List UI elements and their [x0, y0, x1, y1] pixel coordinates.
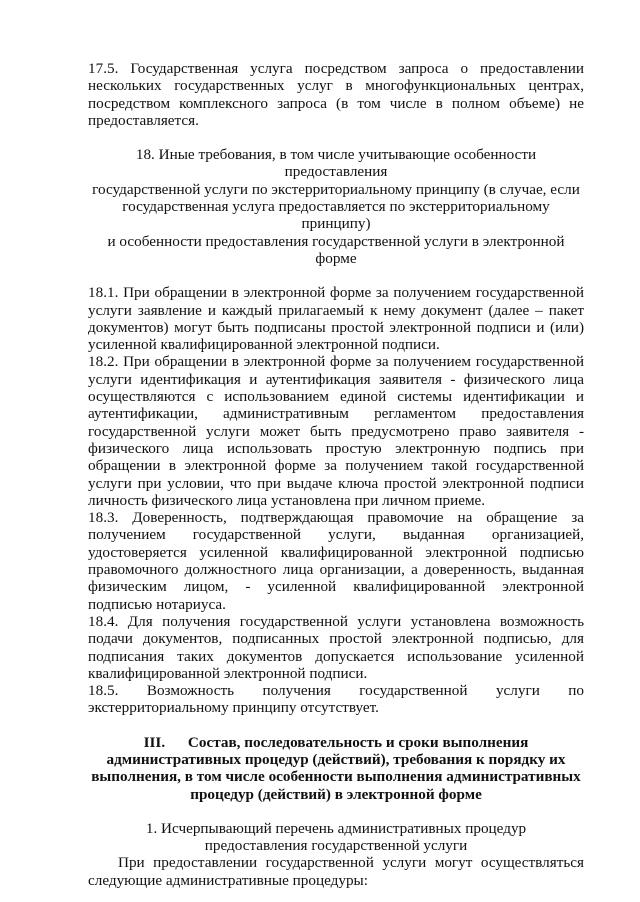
heading-18 [88, 146, 584, 267]
paragraph-18-3: 18.3. Доверенность, подтверждающая правомочие на обращение за получением государственной услуги, выданная организацией, удостоверяется усиленной квалифицированной электронной подписью правомочного должностного лица организации, а доверенность, выданная физическим лицом, - усиленной квалифицированной электронной подписью нотариуса. [88, 509, 584, 613]
subsection-1-heading-line: 1. Исчерпывающий перечень административных процедур [145, 819, 527, 837]
paragraph-18-5: 18.5. Возможность получения государственной услуги по экстерриториальному принципу отсутствует. [88, 682, 584, 717]
paragraph-18-4: 18.4. Для получения государственной услуги установлена возможность подачи документов, подписанных простой электронной подписью, для подписания таких документов допускается использование усиленной квалифицированной электронной подписи. [88, 612, 584, 682]
section-3-heading-line: административных процедур (действий), требования к порядку их [106, 750, 566, 768]
section-3-heading [88, 734, 584, 803]
section-3-heading-line: выполнения, в том числе особенности выполнения административных [91, 768, 581, 786]
document-page [88, 60, 584, 889]
paragraph-18-2: 18.2. При обращении в электронной форме за получением государственной услуги идентификация и аутентификация заявителя - физического лица осуществляются с использованием единой системы идентификации и аутентификации, административным регламентом предоставления государственной услуги может быть предусмотрено право заявителя - физического лица использовать простую электронную подпись при обращении в электронной форме за получением такой государственной услуги при условии, что при выдаче ключа простой электронной подписи личность физического лица установлена при личном приеме. [88, 353, 584, 509]
heading-18-line: и особенности предоставления государственной услуги в электронной форме [107, 232, 565, 267]
subsection-1-heading [88, 820, 584, 855]
spacer [88, 803, 584, 820]
paragraph-18-1: 18.1. При обращении в электронной форме за получением государственной услуги заявление и каждый прилагаемый к нему документ (далее – пакет документов) могут быть подписаны простой электронной подписи и (или) усиленной квалифицированной электронной подписи. [88, 284, 584, 354]
paragraph-17-5: 17.5. Государственная услуга посредством запроса о предоставлении нескольких государственных услуг в многофункциональных центрах, посредством комплексного запроса (в том числе в полном объеме) не предоставляется. [88, 60, 584, 129]
heading-18-line: 18. Иные требования, в том числе учитывающие особенности предоставления [135, 146, 537, 181]
heading-18-line: государственной услуги по экстерриториальному принципу (в случае, если [92, 180, 580, 198]
spacer [88, 717, 584, 734]
section-3-heading-line: III. Состав, последовательность и сроки выполнения [143, 733, 529, 751]
subsection-1-heading-line: предоставления государственной услуги [204, 837, 468, 855]
paragraph-procedures-intro: При предоставлении государственной услуги могут осуществляться следующие административные процедуры: [88, 854, 584, 889]
section-3-heading-line: процедур (действий) в электронной форме [190, 785, 482, 803]
heading-18-line: государственная услуга предоставляется по экстерриториальному принципу) [122, 198, 550, 233]
spacer [88, 267, 584, 284]
spacer [88, 129, 584, 146]
